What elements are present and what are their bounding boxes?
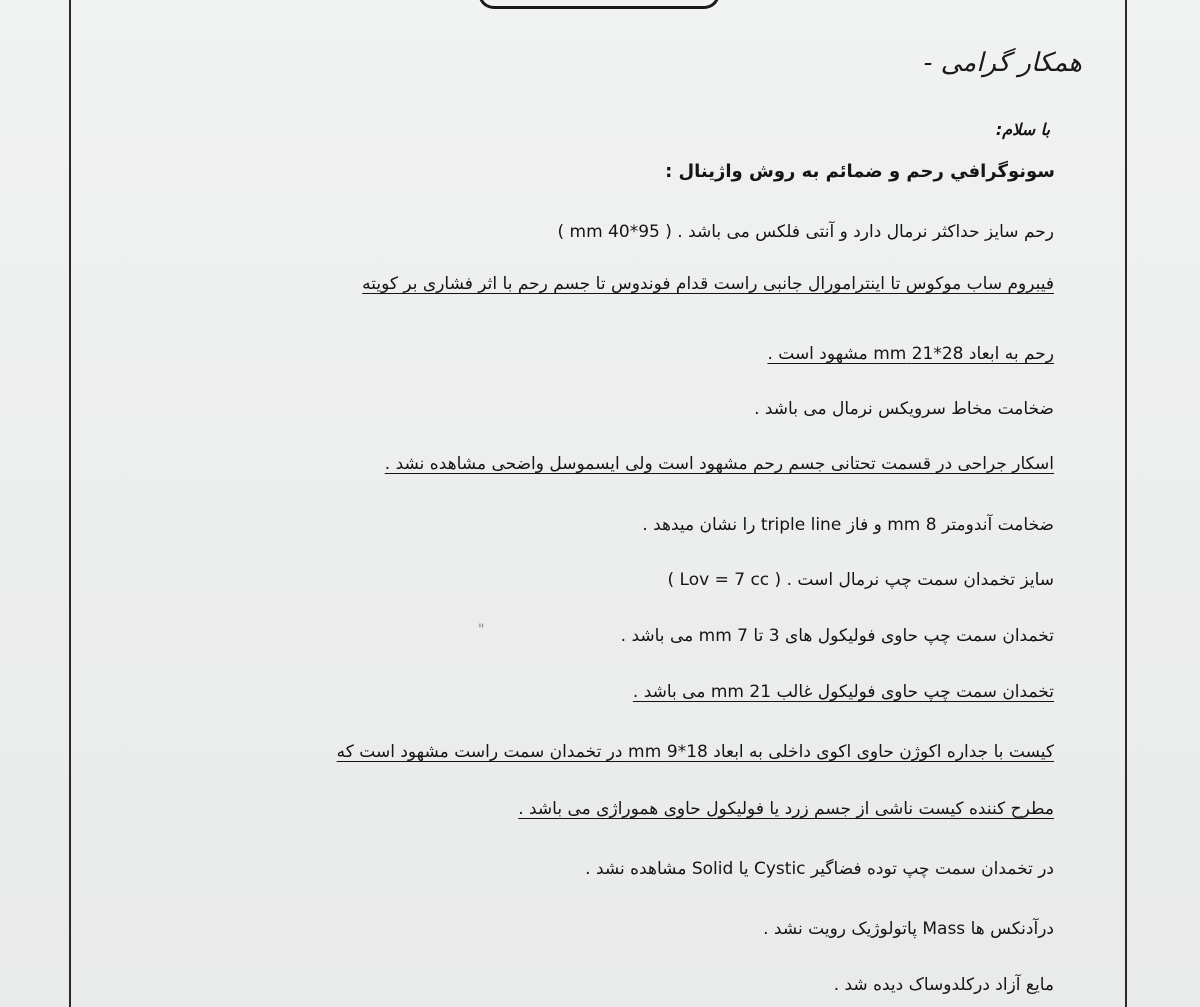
- stray-pen-mark: ": [478, 622, 485, 638]
- report-line-dominant-follicle: تخمدان سمت چپ حاوی فولیکول غالب 21 mm می باشد .: [632, 682, 1054, 702]
- report-line-mass: در تخمدان سمت چپ توده فضاگیر Cystic یا Solid مشاهده نشد .: [585, 859, 1054, 879]
- report-line-scar: اسکار جراحی در قسمت تحتانی جسم رحم مشهود است ولی ایسموسل واضحی مشاهده نشد .: [384, 454, 1054, 474]
- report-line-adnexa: درآدنکس ها Mass پاتولوژیک رویت نشد .: [763, 919, 1054, 939]
- report-line-endometrium: ضخامت آندومتر 8 mm و فاز triple line را نشان میدهد .: [642, 515, 1054, 535]
- report-line-uterus-size: رحم سایز حداکثر نرمال دارد و آنتی فلکس می باشد . ( 95*40 mm ): [557, 222, 1054, 242]
- right-border-line: [1125, 0, 1127, 1007]
- report-line-fibroid: فيبروم ساب موكوس تا اينترامورال جانبى راست قدام فوندوس تا جسم رحم با اثر فشارى بر كويته: [362, 274, 1054, 294]
- report-line-corpus-luteum: مطرح كننده كيست ناشى از جسم زرد يا فوليكول حاوى هموراژى مى باشد .: [518, 799, 1054, 819]
- salutation: با سلام:: [995, 120, 1050, 139]
- left-border-line: [69, 0, 71, 1007]
- header-tab-outline: [478, 0, 720, 9]
- greeting: همکار گرامی -: [923, 48, 1082, 78]
- report-line-fibroid-size: رحم به ابعاد 28*21 mm مشهود است .: [767, 344, 1054, 364]
- report-line-free-fluid: مایع آزاد درکلدوساک دیده شد .: [833, 975, 1054, 995]
- report-line-cyst: كيست با جداره اكوژن حاوى اكوى داخلى به ابعاد 18*9 mm در تخمدان سمت راست مشهود است كه: [336, 742, 1054, 762]
- report-heading: سونوگرافي رحم و ضمائم به روش واژينال :: [665, 161, 1055, 182]
- report-line-cervix: ضخامت مخاط سرویکس نرمال می باشد .: [754, 399, 1054, 419]
- report-line-left-ovary-follicles: تخمدان سمت چپ حاوی فولیکول های 3 تا 7 mm می باشد .: [620, 626, 1054, 646]
- report-line-left-ovary-size: سایز تخمدان سمت چپ نرمال است . ( Lov = 7 cc ): [667, 570, 1054, 590]
